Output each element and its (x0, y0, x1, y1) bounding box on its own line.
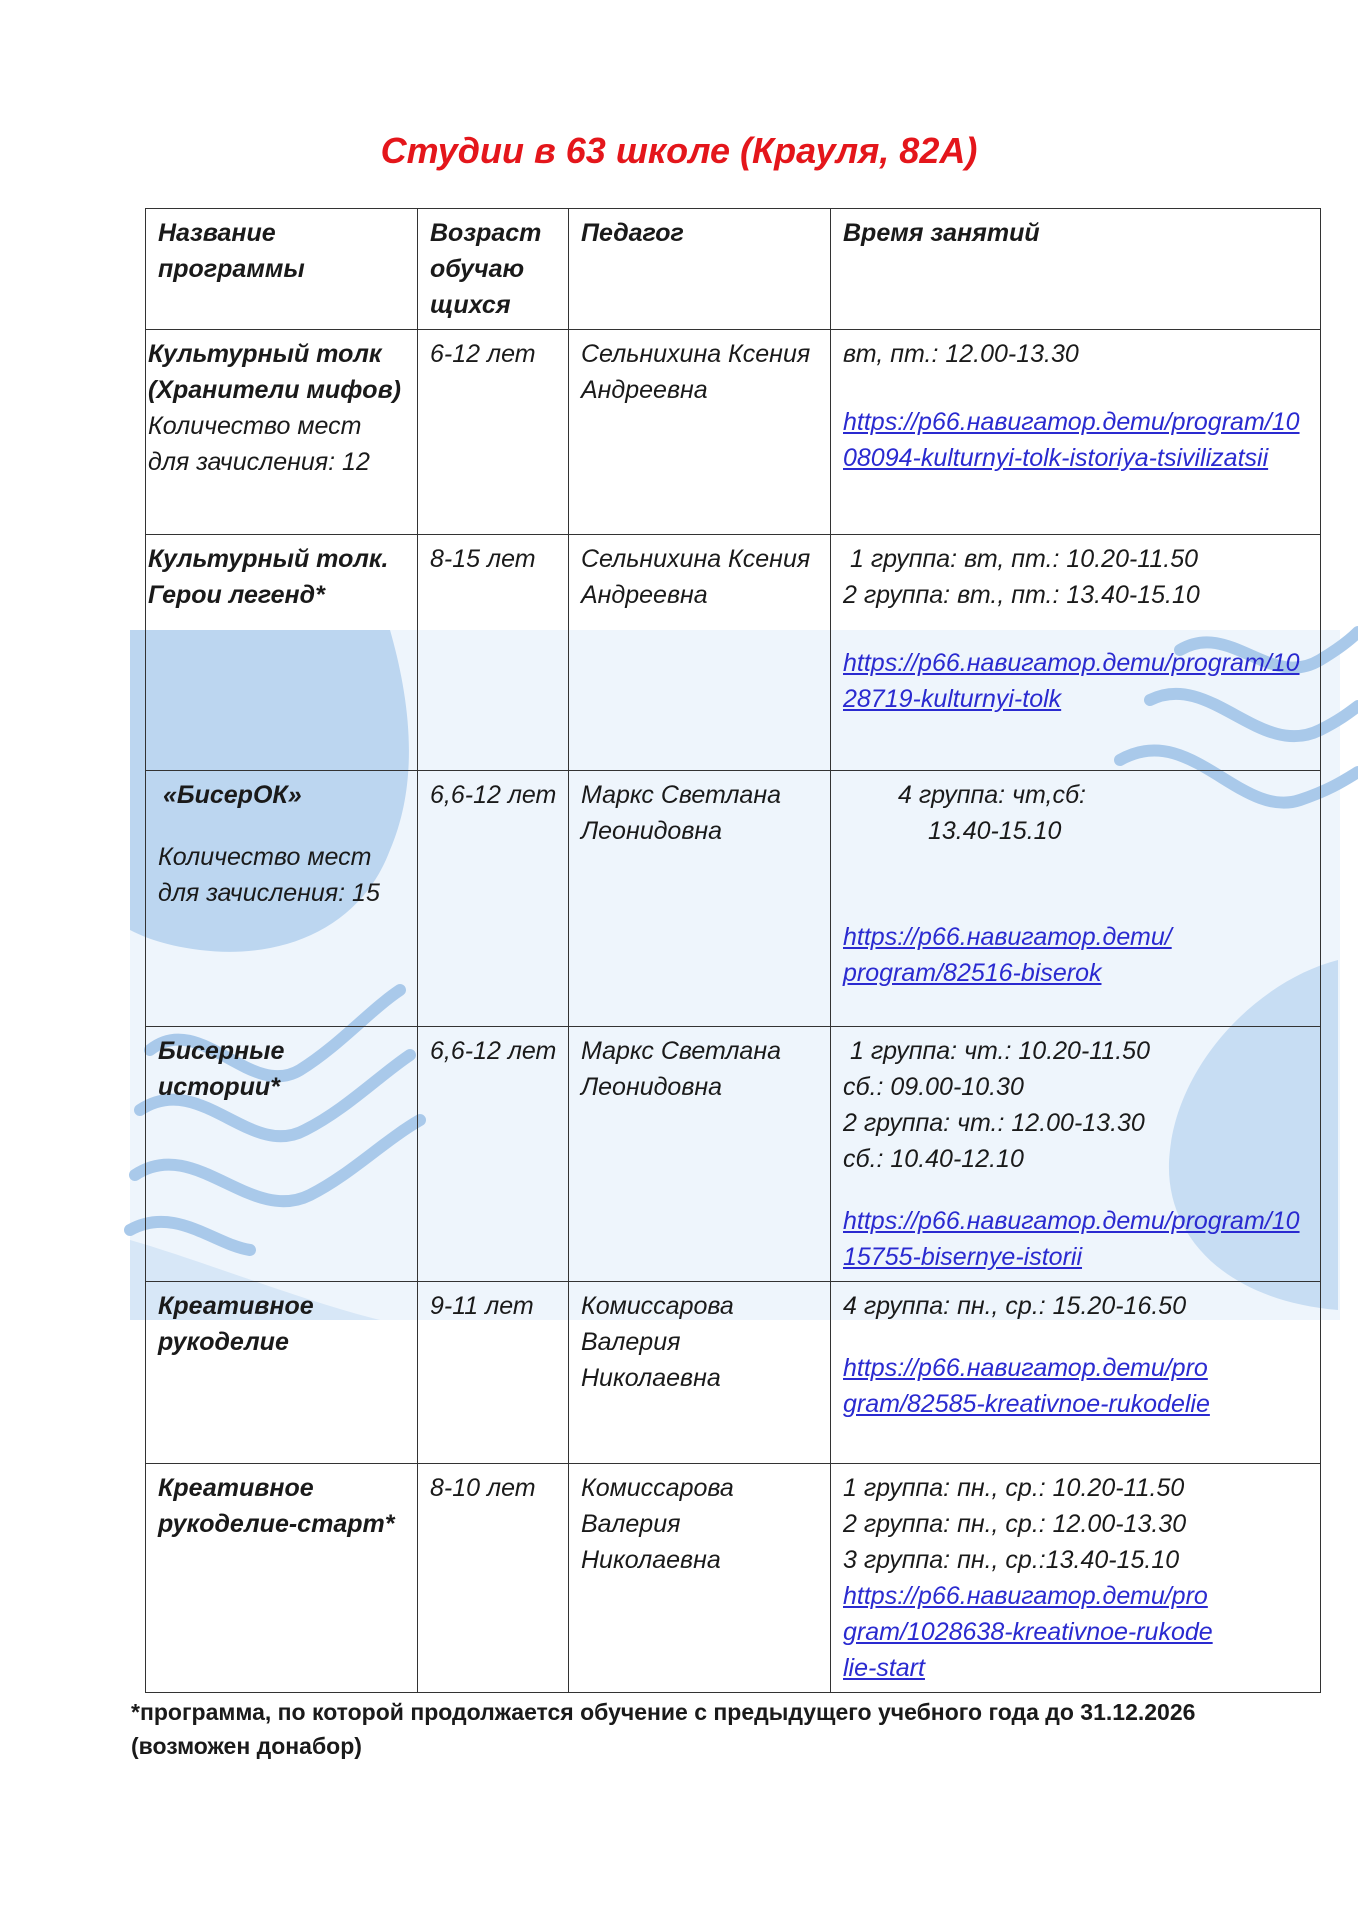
schedule-line: 4 группа: чт,сб: (898, 781, 1087, 809)
program-name-cell (146, 330, 418, 535)
schedule-line: 4 группа: пн., ср.: 15.20-16.50 (843, 1292, 1187, 1320)
program-name: «БисерОК» (163, 781, 302, 809)
program-link[interactable]: https://р66.навигатор.дети/program/1015755-bisernye-istorii (843, 1207, 1300, 1271)
header-teacher: Педагог (569, 209, 831, 330)
header-age: Возраст обучаю щихся (418, 209, 569, 330)
schedule-line: 1 группа: вт, пт.: 10.20-11.50 (850, 545, 1198, 573)
footnote: *программа, по которой продолжается обучение с предыдущего учебного года до 31.12.2026 (возможен донабор) (131, 1699, 1196, 1759)
teacher-cell: Комиссарова Валерия Николаевна (569, 1464, 831, 1693)
schedule-line: вт, пт.: 12.00-13.30 (843, 340, 1079, 368)
teacher-cell: Комиссарова Валерия Николаевна (569, 1282, 831, 1464)
schedule-line: 2 группа: пн., ср.: 12.00-13.30 (843, 1510, 1187, 1538)
program-name: Культурный толк (Хранители мифов) (148, 340, 402, 404)
program-link[interactable]: https://р66.навигатор.дети/program/1028638-kreativnoe-rukodelie-start (843, 1582, 1213, 1682)
program-name-cell (146, 1464, 418, 1693)
schedule-line: 13.40-15.10 (928, 817, 1062, 845)
age-cell: 8-10 лет (418, 1464, 569, 1693)
program-name-cell (146, 1282, 418, 1464)
header-schedule: Время занятий (831, 209, 1321, 330)
program-link[interactable]: https://р66.навигатор.дети/program/1028719-kulturnyi-tolk (843, 649, 1300, 713)
schedule-cell (831, 771, 1321, 1027)
schedule-cell (831, 1464, 1321, 1693)
schedule-cell (831, 1282, 1321, 1464)
table-row (146, 1464, 1321, 1693)
schedule-cell (831, 330, 1321, 535)
table-row (146, 1282, 1321, 1464)
program-link[interactable]: https://р66.навигатор.дети/program/1008094-kulturnyi-tolk-istoriya-tsivilizatsii (843, 408, 1300, 472)
age-cell: 6,6-12 лет (418, 1027, 569, 1282)
program-link[interactable]: https://р66.навигатор.дети/program/82585-kreativnoe-rukodelie (843, 1354, 1210, 1418)
schedule-line: сб.: 09.00-10.30 (843, 1073, 1024, 1101)
program-name-cell (146, 535, 418, 771)
schedule-cell (831, 535, 1321, 771)
schedule-line: сб.: 10.40-12.10 (843, 1145, 1024, 1173)
program-name: Бисерные истории* (158, 1037, 285, 1101)
schedule-cell (831, 1027, 1321, 1282)
table-row (146, 771, 1321, 1027)
age-cell: 9-11 лет (418, 1282, 569, 1464)
table-row (146, 535, 1321, 771)
teacher-cell: Маркс Светлана Леонидовна (569, 771, 831, 1027)
program-capacity: Количество мест для зачисления: 12 (148, 412, 370, 476)
teacher-cell: Сельнихина Ксения Андреевна (569, 535, 831, 771)
schedule-line: 1 группа: чт.: 10.20-11.50 (850, 1037, 1150, 1065)
age-cell: 8-15 лет (418, 535, 569, 771)
program-name: Креативное рукоделие-старт* (158, 1474, 395, 1538)
program-link[interactable]: https://р66.навигатор.дети/program/82516-biserok (843, 923, 1172, 987)
table-header-row (146, 209, 1321, 330)
age-cell: 6-12 лет (418, 330, 569, 535)
page-title: Студии в 63 школе (Крауля, 82А) (380, 130, 978, 171)
schedule-line: 1 группа: пн., ср.: 10.20-11.50 (843, 1474, 1185, 1502)
program-name-cell (146, 771, 418, 1027)
program-capacity: Количество мест для зачисления: 15 (158, 843, 380, 907)
header-program-name: Название программы (146, 209, 418, 330)
schedule-line: 2 группа: вт., пт.: 13.40-15.10 (843, 581, 1200, 609)
table-row (146, 330, 1321, 535)
program-name-cell (146, 1027, 418, 1282)
schedule-line: 3 группа: пн., ср.:13.40-15.10 (843, 1546, 1180, 1574)
table-row (146, 1027, 1321, 1282)
schedule-line: 2 группа: чт.: 12.00-13.30 (843, 1109, 1145, 1137)
program-name: Креативное рукоделие (158, 1292, 314, 1356)
studios-table (145, 208, 1321, 1693)
program-name: Культурный толк. Герои легенд* (148, 545, 389, 609)
age-cell: 6,6-12 лет (418, 771, 569, 1027)
teacher-cell: Маркс Светлана Леонидовна (569, 1027, 831, 1282)
teacher-cell: Сельнихина Ксения Андреевна (569, 330, 831, 535)
